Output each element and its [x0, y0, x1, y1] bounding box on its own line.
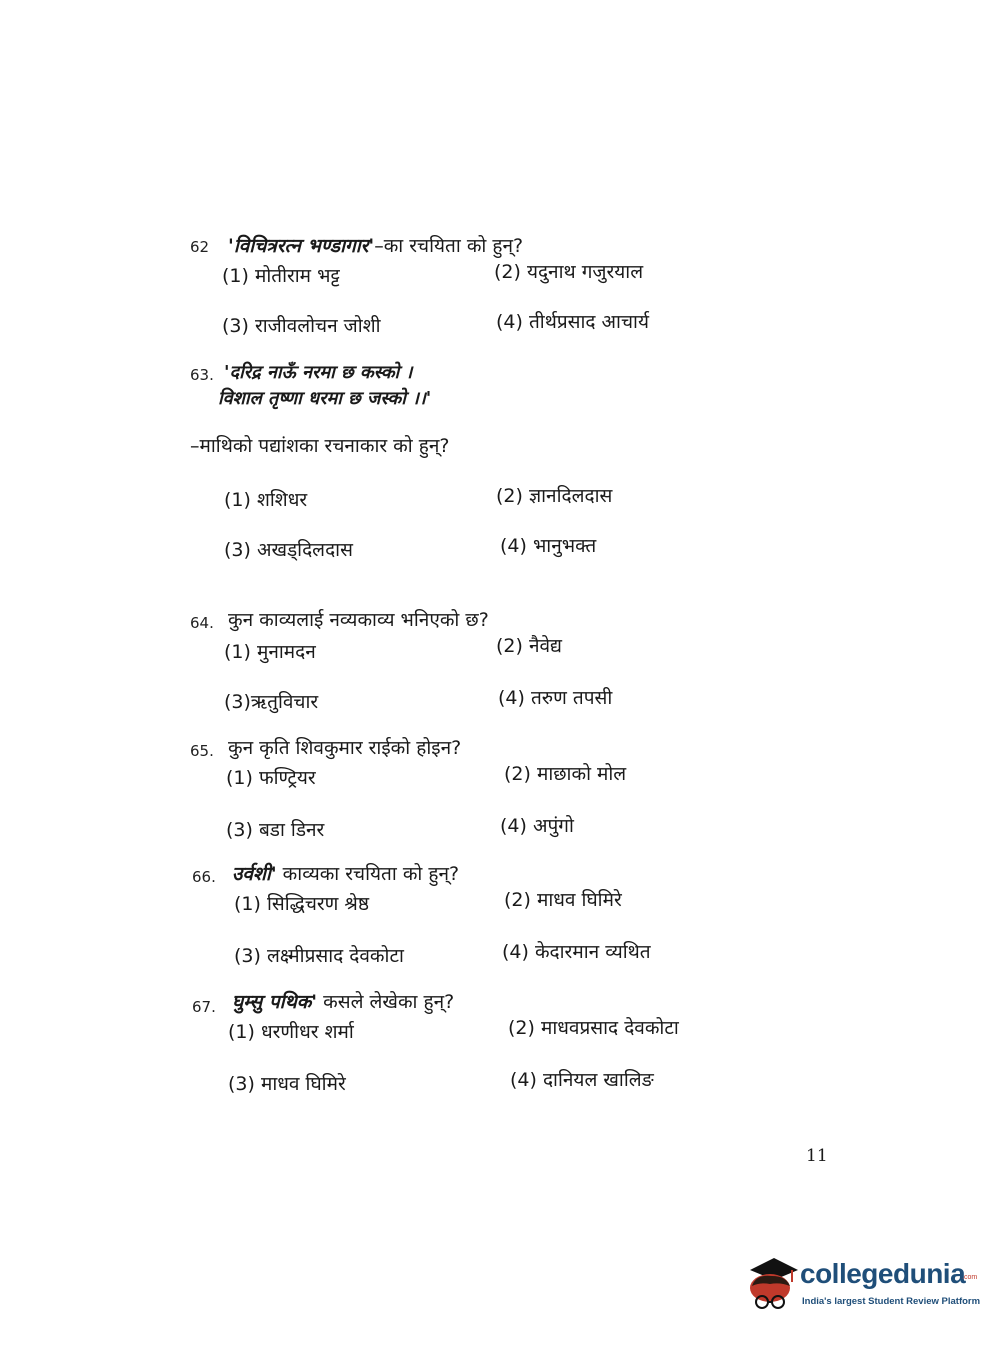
- stem-title: घुम्सु पथिक': [232, 991, 318, 1013]
- option-4: (4) भानुभक्त: [500, 535, 597, 557]
- option-3: (3) राजीवलोचन जोशी: [222, 315, 381, 337]
- option-3: (3) अखड्दिलदास: [224, 539, 353, 561]
- question-stem: कुन काव्यलाई नव्यकाव्य भनिएको छ?: [228, 609, 489, 631]
- question-number: 66.: [192, 868, 216, 886]
- verse-line-2: विशाल तृष्णा धरमा छ जस्को ।।': [218, 388, 432, 409]
- stem-text: काव्यका रचयिता को हुन्?: [276, 863, 460, 885]
- option-1: (1) फण्ट्रियर: [226, 767, 316, 789]
- question-number: 65.: [190, 742, 214, 760]
- stem-text: –का रचयिता को हुन्?: [374, 235, 524, 257]
- option-3: (3) बडा डिनर: [226, 819, 325, 841]
- option-4: (4) तरुण तपसी: [498, 687, 613, 709]
- option-1: (1) शशिधर: [224, 489, 308, 511]
- option-2: (2) माधव घिमिरे: [504, 889, 622, 911]
- question-number: 64.: [190, 614, 214, 632]
- stem-text: कसले लेखेका हुन्?: [317, 991, 455, 1013]
- page-number: 11: [806, 1146, 828, 1166]
- question-number: 63.: [190, 366, 214, 384]
- option-1: (1) धरणीधर शर्मा: [228, 1021, 354, 1043]
- brand-tagline: India's largest Student Review Platform: [802, 1296, 981, 1307]
- question-number: 62: [190, 238, 210, 256]
- option-3: (3)ऋतुविचार: [224, 691, 319, 713]
- collegedunia-brand: [742, 1252, 982, 1322]
- collegedunia-logo-icon: [742, 1252, 802, 1322]
- option-4: (4) तीर्थप्रसाद आचार्य: [496, 311, 649, 333]
- option-2: (2) माधवप्रसाद देवकोटा: [508, 1017, 679, 1039]
- question-number: 67.: [192, 998, 216, 1016]
- stem-title: उर्वशी': [232, 863, 277, 885]
- brand-dotcom: .com: [962, 1274, 978, 1281]
- option-2: (2) यदुनाथ गजुरयाल: [494, 261, 644, 283]
- option-2: (2) माछाको मोल: [504, 763, 627, 785]
- option-4: (4) केदारमान व्यथित: [502, 941, 651, 963]
- verse-line-1: 'दरिद्र नाऊँ नरमा छ कस्को ।: [224, 362, 413, 383]
- option-2: (2) नैवेद्य: [496, 635, 563, 657]
- option-4: (4) दानियल खालिङ: [510, 1069, 654, 1091]
- brand-name: collegedunia: [800, 1258, 966, 1289]
- question-stem: [232, 988, 454, 1014]
- question-stem: [232, 860, 459, 886]
- question-stem: कुन कृति शिवकुमार राईको होइन?: [228, 737, 462, 759]
- question-stem: –माथिको पद्यांशका रचनाकार को हुन्?: [190, 435, 450, 457]
- option-1: (1) सिद्धिचरण श्रेष्ठ: [234, 893, 370, 915]
- option-1: (1) मोतीराम भट्ट: [222, 265, 340, 287]
- stem-title: 'विचित्ररत्न भण्डागार': [228, 235, 375, 257]
- question-stem: [228, 232, 523, 258]
- option-3: (3) लक्ष्मीप्रसाद देवकोटा: [234, 945, 404, 967]
- option-4: (4) अपुंगो: [500, 815, 574, 837]
- option-3: (3) माधव घिमिरे: [228, 1073, 346, 1095]
- option-1: (1) मुनामदन: [224, 641, 316, 663]
- option-2: (2) ज्ञानदिलदास: [496, 485, 613, 507]
